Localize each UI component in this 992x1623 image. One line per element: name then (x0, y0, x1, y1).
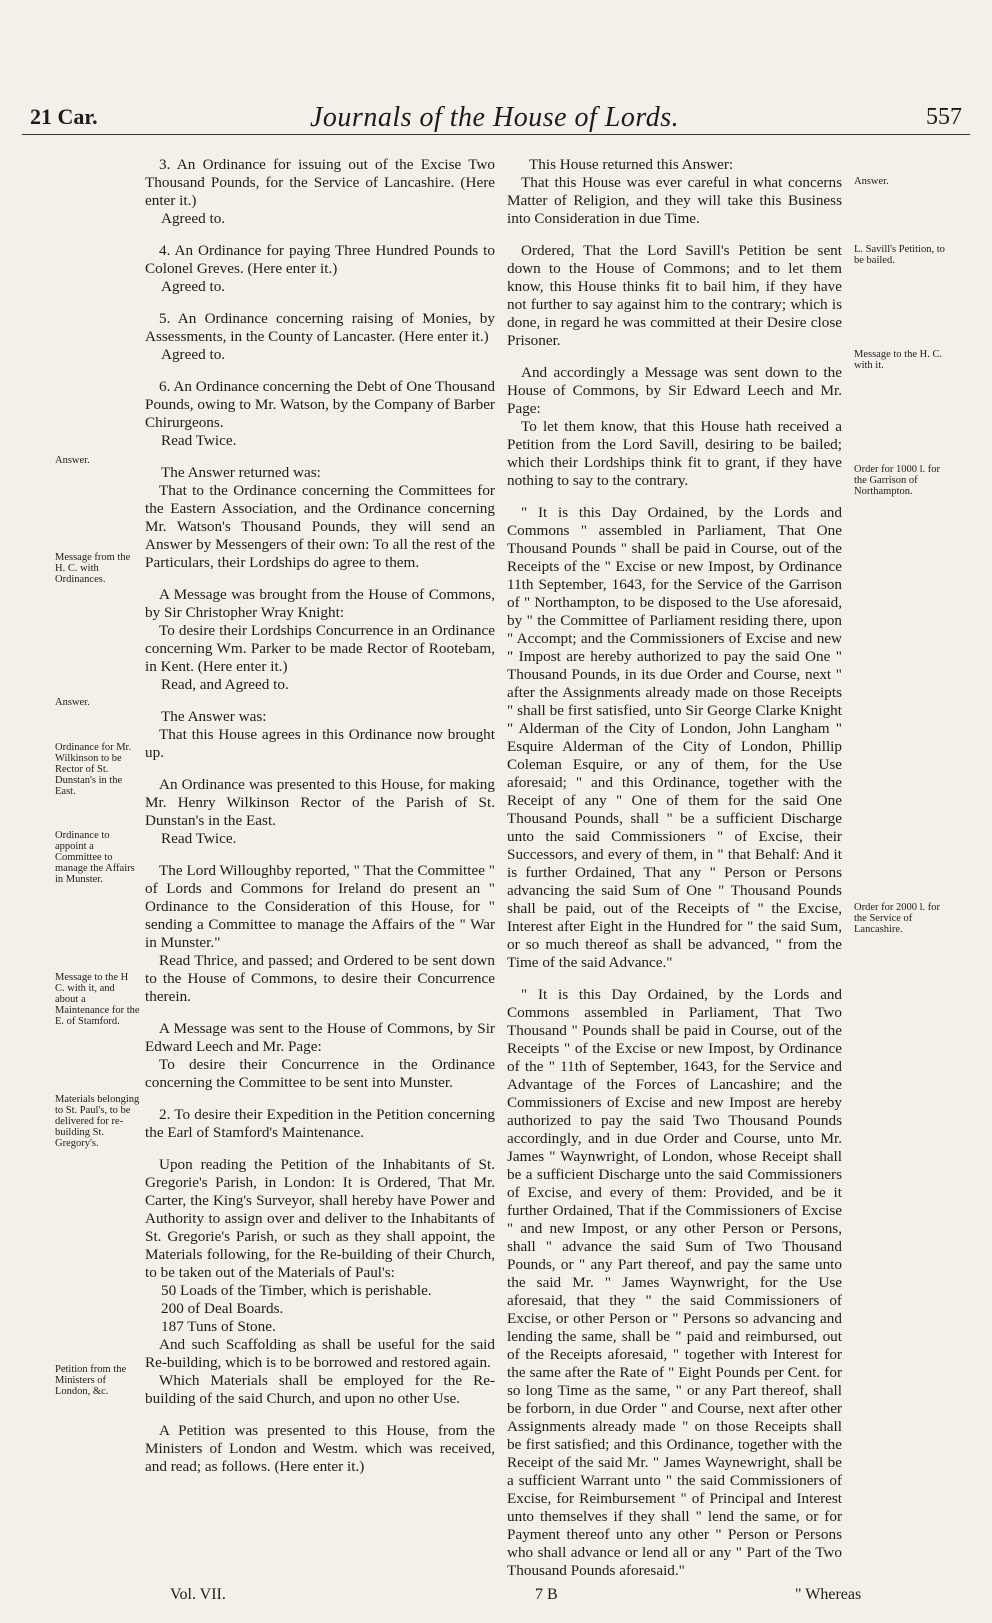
margin-note: Petition from the Ministers of London, &c. (55, 1364, 127, 1397)
page-title: Journals of the House of Lords. (310, 102, 680, 133)
paragraph: That this House agrees in this Ordinance now brought up. (145, 726, 495, 761)
paragraph: 5. An Ordinance concerning raising of Monies, by Assessments, in the County of Lancaster. (Here enter it.) (145, 310, 495, 345)
paragraph: Read Twice. (161, 830, 237, 847)
margin-note: Answer. (55, 697, 90, 708)
paragraph: The Answer returned was: (161, 464, 321, 481)
margin-note: Ordinance for Mr. Wilkinson to be Rector of St. Dunstan's in the East. (55, 742, 132, 797)
paragraph: Agreed to. (161, 346, 226, 363)
paragraph: And accordingly a Message was sent down to the House of Commons, by Sir Edward Leech and Mr. Page: (507, 364, 842, 417)
paragraph: That to the Ordinance concerning the Committees for the Eastern Association, and the Ordinance concerning Mr. Watson's Thousand Pounds, they will send an Answer by Messengers of their own: To all the rest of the Particulars, their Lordships do agree to them. (145, 482, 495, 571)
paragraph: Which Materials shall be employed for the Re-building of the said Church, and upon no other Use. (145, 1372, 495, 1407)
margin-note: Order for 1000 l. for the Garrison of Northampton. (854, 464, 941, 497)
margin-note: Message to the H. C. with it. (854, 349, 943, 371)
volume-number: Vol. VII. (170, 1586, 226, 1603)
margin-note: Order for 2000 l. for the Service of Lancashire. (854, 902, 941, 935)
paragraph: That this House was ever careful in what concerns Matter of Religion, and they will take this Business into Consideration in due Time. (507, 174, 842, 227)
catchword: " Whereas (795, 1586, 862, 1603)
regnal-year: 21 Car. (30, 104, 98, 129)
paragraph: The Answer was: (161, 708, 267, 725)
paragraph: The Lord Willoughby reported, " That the Committee " of Lords and Commons for Ireland do present an " Ordinance to the Consideration of this House, for " sending a Committee to manage the Affairs of the " War in Munster." (145, 862, 495, 951)
margin-note: Answer. (854, 176, 889, 187)
paragraph: To desire their Concurrence in the Ordinance concerning the Committee to be sent into Munster. (145, 1056, 495, 1091)
paragraph: Read Thrice, and passed; and Ordered to be sent down to the House of Commons, to desire their Concurrence therein. (145, 952, 495, 1005)
margin-note: Answer. (55, 455, 90, 466)
paragraph: An Ordinance was presented to this House, for making Mr. Henry Wilkinson Rector of the Parish of St. Dunstan's in the East. (145, 776, 495, 829)
margin-note: Materials belonging to St. Paul's, to be delivered for re-building St. Gregory's. (55, 1094, 140, 1149)
margin-note: Ordinance to appoint a Committee to manage the Affairs in Munster. (55, 830, 135, 885)
list-item: 187 Tuns of Stone. (161, 1318, 276, 1335)
paragraph: Read Twice. (161, 432, 237, 449)
paragraph: 6. An Ordinance concerning the Debt of One Thousand Pounds, owing to Mr. Watson, by the Company of Barber Chirurgeons. (145, 378, 495, 431)
paragraph: 3. An Ordinance for issuing out of the Excise Two Thousand Pounds, for the Service of Lancashire. (Here enter it.) (145, 156, 495, 209)
paragraph: " It is this Day Ordained, by the Lords and Commons " assembled in Parliament, That One Thousand Pounds " shall be paid in Course, out of the Receipts of the " Excise or new Impost, by Ordinance 11th September, 1643, for the Service of the Garrison of " Northampton, to be disposed to the Use aforesaid, by " the Committee of Parliament residing there, upon " Accompt; and the Commissioners of Excise and new " Impost are hereby authorized to pay the said One " Thousand Pounds, in its due Order and Course, next " after the Assignments already made on those Receipts " shall be first satisfied, unto Sir George Clarke Knight " Alderman of the City of London, John Langham " Esquire Alderman of the City of London, Phillip Coleman Esquire, or any of them, for the Use aforesaid; " and this Ordinance, together with the Receipt of any " One of them for the said One Thousand Pounds, shall " be a sufficient Discharge unto the said Commissioners " of Excise, their Successors, and every of them, in " that Behalf: And it is further Ordained, That any " Person or Persons advancing the said Sum of One " Thousand Pounds shall be paid, out of the Receipts of " the Excise, Interest after Eight in the Hundred for " the said Sum, or so much thereof as shall be advanced, " from the Time of the said Advance." (507, 504, 842, 971)
list-item: 200 of Deal Boards. (161, 1300, 284, 1317)
paragraph: This House returned this Answer: (529, 156, 734, 173)
list-item: 50 Loads of the Timber, which is perishable. (161, 1282, 432, 1299)
paragraph: Upon reading the Petition of the Inhabitants of St. Gregorie's Parish, in London: It is Ordered, That Mr. Carter, the King's Surveyor, shall hereby have Power and Authority to assign over and deliver to the Inhabitants of St. Gregorie's Parish, or such as they shall appoint, the Materials following, for the Re-building of their Church, to be taken out of the Materials of Paul's: (145, 1156, 495, 1281)
paragraph: " It is this Day Ordained, by the Lords and Commons assembled in Parliament, That Two Thousand " Pounds shall be paid in Course, out of the Receipts " of the Excise or new Impost, by Ordinance of the " 11th of September, 1643, for the Service and Advantage of the Forces of Lancashire; and the Commissioners of Excise and new Impost are hereby authorized to pay the said Two Thousand Pounds accordingly, and in due Order and Course, unto Mr. James " Waynwright, of London, whose Receipt shall be a sufficient Discharge unto the said Commissioners of Excise, and every of them: Provided, and be it further Ordained, That if the Commissioners of Excise " and new Impost, or any other Person or Persons, shall " advance the said Sum of Two Thousand Pounds, or " any Part thereof, and pay the same unto the said Mr. " James Waynwright, for the Use aforesaid, that they " the said Commissioners of Excise, or other Person or " Persons so advancing and lending the same, shall be " paid and reimbursed, out of the Receipts aforesaid, " together with Interest for the same after the Rate of " Eight Pounds per Cent. for so long Time as the same, " or any Part thereof, shall be forborn, in due Order " and Course, next after other Assignments already made " on those Receipts shall be first satisfied; and this Ordinance, together with the Receipt of the said Mr. " James Waynewright, shall be a sufficient Warrant unto " the said Commissioners of Excise, for Reimbursement " of Principal and Interest unto themselves if they shall " lend the same, or for Payment thereof unto any other " Person or Persons who shall advance or lend all or any " Part of the Two Thousand Pounds aforesaid." (507, 986, 842, 1579)
left-column (145, 150, 495, 1476)
paragraph: A Petition was presented to this House, from the Ministers of London and Westm. which was received, and read; as follows. (Here enter it.) (145, 1422, 495, 1475)
paragraph: To let them know, that this House hath received a Petition from the Lord Savill, desiring to be bailed; which their Lordships think fit to grant, if they have nothing to say to the contrary. (507, 418, 842, 489)
header-rule (22, 134, 970, 135)
paragraph: Ordered, That the Lord Savill's Petition be sent down to the House of Commons; and to let them know, this House thinks fit to bail him, if they have not further to say against him to the contrary; which is done, in regard he was committed at their Desire close Prisoner. (507, 242, 842, 349)
paragraph: A Message was sent to the House of Commons, by Sir Edward Leech and Mr. Page: (145, 1020, 495, 1055)
paragraph: Agreed to. (161, 278, 226, 295)
paragraph: To desire their Lordships Concurrence in an Ordinance concerning Wm. Parker to be made Rector of Rootebam, in Kent. (Here enter it.) (145, 622, 495, 675)
running-header (0, 104, 992, 134)
margin-note: Message from the H. C. with Ordinances. (55, 552, 131, 585)
paragraph: Agreed to. (161, 210, 226, 227)
margin-note: Message to the H C. with it, and about a Maintenance for the E. of Stamford. (55, 972, 140, 1027)
paragraph: 4. An Ordinance for paying Three Hundred Pounds to Colonel Greves. (Here enter it.) (145, 242, 495, 277)
page-number: 557 (926, 104, 962, 130)
paragraph: 2. To desire their Expedition in the Petition concerning the Earl of Stamford's Maintenance. (145, 1106, 495, 1141)
paragraph: A Message was brought from the House of Commons, by Sir Christopher Wray Knight: (145, 586, 495, 621)
signature-mark: 7 B (535, 1586, 558, 1603)
right-column (507, 150, 842, 1580)
paragraph: And such Scaffolding as shall be useful for the said Re-building, which is to be borrowed and restored again. (145, 1336, 495, 1371)
margin-note: L. Savill's Petition, to be bailed. (854, 244, 945, 266)
paragraph: Read, and Agreed to. (161, 676, 289, 693)
